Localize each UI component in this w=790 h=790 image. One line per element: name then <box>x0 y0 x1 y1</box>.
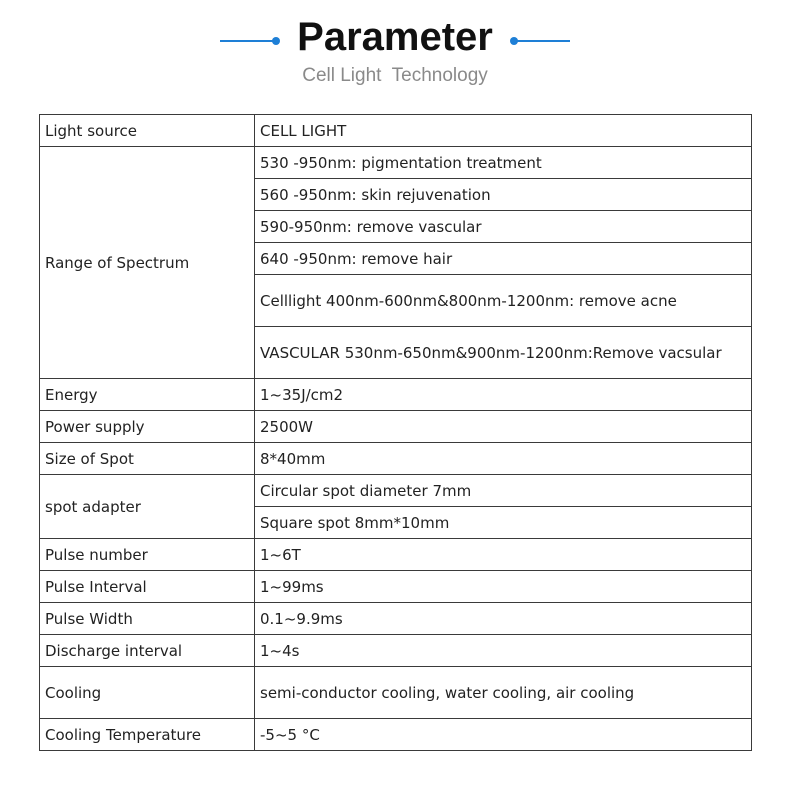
table-row <box>40 719 752 751</box>
row-value: 560 -950nm: skin rejuvenation <box>255 179 752 211</box>
row-value: 640 -950nm: remove hair <box>255 243 752 275</box>
parameter-table <box>39 114 752 751</box>
row-value: 1~99ms <box>255 571 752 603</box>
row-label: Pulse Interval <box>40 571 255 603</box>
table-row <box>40 475 752 507</box>
right-accent-line <box>514 40 570 42</box>
row-value: semi-conductor cooling, water cooling, air cooling <box>255 667 752 719</box>
row-label: Energy <box>40 379 255 411</box>
row-label: Cooling Temperature <box>40 719 255 751</box>
row-value: 1~35J/cm2 <box>255 379 752 411</box>
table-row <box>40 571 752 603</box>
row-label: Size of Spot <box>40 443 255 475</box>
row-value: 1~4s <box>255 635 752 667</box>
row-value: 1~6T <box>255 539 752 571</box>
row-value: 8*40mm <box>255 443 752 475</box>
page-title: Parameter <box>297 15 493 59</box>
row-value: VASCULAR 530nm-650nm&900nm-1200nm:Remove vacsular <box>255 327 752 379</box>
row-label: spot adapter <box>40 475 255 539</box>
row-label: Power supply <box>40 411 255 443</box>
row-value: 530 -950nm: pigmentation treatment <box>255 147 752 179</box>
table-row <box>40 379 752 411</box>
row-value: 590-950nm: remove vascular <box>255 211 752 243</box>
table-row <box>40 603 752 635</box>
row-value: 0.1~9.9ms <box>255 603 752 635</box>
table-row <box>40 539 752 571</box>
table-row <box>40 115 752 147</box>
table-row <box>40 667 752 719</box>
row-value: 2500W <box>255 411 752 443</box>
table-row <box>40 443 752 475</box>
page-header <box>0 0 790 100</box>
table-row <box>40 147 752 179</box>
row-value: Celllight 400nm-600nm&800nm-1200nm: remove acne <box>255 275 752 327</box>
row-label: Discharge interval <box>40 635 255 667</box>
row-value: Square spot 8mm*10mm <box>255 507 752 539</box>
row-label: Light source <box>40 115 255 147</box>
row-value: -5~5 °C <box>255 719 752 751</box>
table-row <box>40 411 752 443</box>
row-label: Pulse Width <box>40 603 255 635</box>
page-subtitle: Cell Light Technology <box>302 65 488 86</box>
table-row <box>40 635 752 667</box>
row-label: Cooling <box>40 667 255 719</box>
row-label: Range of Spectrum <box>40 147 255 379</box>
row-value: CELL LIGHT <box>255 115 752 147</box>
row-label: Pulse number <box>40 539 255 571</box>
row-value: Circular spot diameter 7mm <box>255 475 752 507</box>
